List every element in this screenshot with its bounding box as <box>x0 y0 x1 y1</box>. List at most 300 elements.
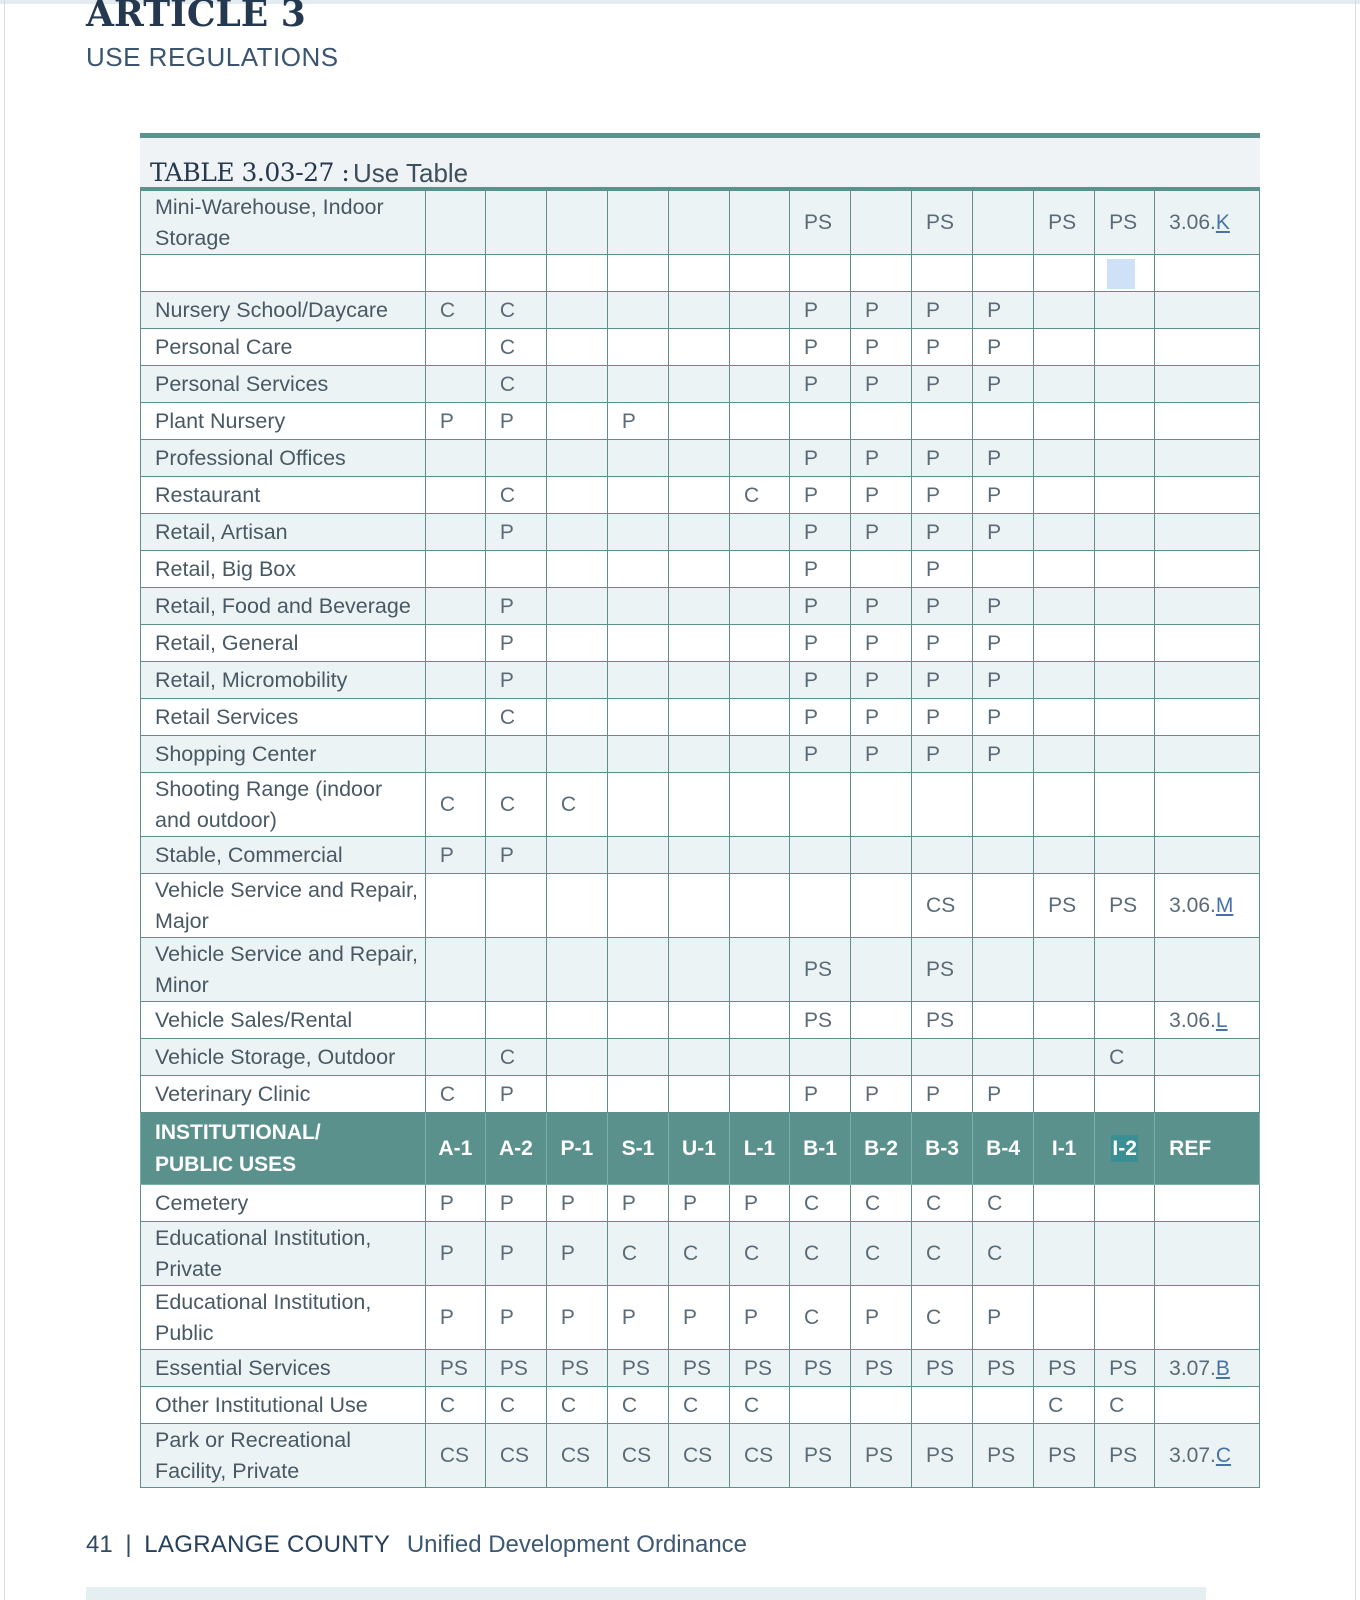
permission-cell <box>1034 477 1095 514</box>
reference-prefix: 3.07. <box>1169 1356 1216 1380</box>
permission-cell: P <box>973 514 1034 551</box>
use-label <box>141 1002 426 1039</box>
permission-cell <box>729 699 789 736</box>
permission-cell: C <box>485 329 546 366</box>
column-header-i-2 <box>1095 1113 1155 1185</box>
permission-cell: P <box>668 1286 729 1350</box>
permission-cell: C <box>789 1286 850 1350</box>
permission-cell <box>485 551 546 588</box>
permission-cell <box>973 1002 1034 1039</box>
permission-cell <box>607 551 668 588</box>
permission-cell <box>729 551 789 588</box>
permission-cell: C <box>425 773 485 837</box>
use-label-line: Shopping Center <box>155 741 317 766</box>
permission-cell <box>546 662 607 699</box>
permission-cell <box>546 938 607 1002</box>
permission-cell: C <box>668 1222 729 1286</box>
permission-cell <box>789 1387 850 1424</box>
permission-cell <box>607 292 668 329</box>
permission-cell: P <box>912 329 973 366</box>
table-row <box>141 837 1260 874</box>
permission-cell: CS <box>668 1424 729 1488</box>
permission-cell: PS <box>912 1002 973 1039</box>
permission-cell <box>607 773 668 837</box>
permission-cell: C <box>485 773 546 837</box>
page-right-edge <box>1355 0 1356 1600</box>
permission-cell <box>668 1002 729 1039</box>
permission-cell <box>607 1039 668 1076</box>
permission-cell: PS <box>789 1002 850 1039</box>
table-cell <box>485 255 546 292</box>
table-row <box>141 736 1260 773</box>
permission-cell <box>546 625 607 662</box>
reference-cell <box>1155 625 1260 662</box>
reference-link[interactable]: K <box>1215 211 1230 234</box>
permission-cell: P <box>607 1286 668 1350</box>
permission-cell <box>1095 403 1155 440</box>
permission-cell: C <box>912 1222 973 1286</box>
table-row <box>141 514 1260 551</box>
permission-cell <box>851 1002 912 1039</box>
permission-cell: P <box>973 366 1034 403</box>
table-row <box>141 625 1260 662</box>
use-label-line: Retail, Artisan <box>155 519 288 544</box>
permission-cell <box>729 366 789 403</box>
permission-cell: P <box>789 625 850 662</box>
use-label <box>141 625 426 662</box>
permission-cell <box>668 551 729 588</box>
permission-cell <box>789 1039 850 1076</box>
use-label <box>141 1387 426 1424</box>
permission-cell <box>425 329 485 366</box>
permission-cell: P <box>973 625 1034 662</box>
next-page-preview <box>86 1587 1206 1600</box>
use-label-line: Minor <box>155 972 209 997</box>
permission-cell <box>485 938 546 1002</box>
permission-cell: P <box>851 625 912 662</box>
permission-cell <box>607 736 668 773</box>
column-header-b-2: B-2 <box>851 1113 912 1185</box>
permission-cell <box>1034 1039 1095 1076</box>
permission-cell <box>1034 1002 1095 1039</box>
permission-cell <box>1034 625 1095 662</box>
permission-cell <box>729 1002 789 1039</box>
permission-cell: P <box>546 1185 607 1222</box>
permission-cell: CS <box>546 1424 607 1488</box>
permission-cell <box>1095 837 1155 874</box>
permission-cell: C <box>1095 1387 1155 1424</box>
column-header-b-3: B-3 <box>912 1113 973 1185</box>
permission-cell: C <box>1034 1387 1095 1424</box>
permission-cell: P <box>546 1286 607 1350</box>
permission-cell <box>1034 440 1095 477</box>
permission-cell: C <box>912 1185 973 1222</box>
reference-link[interactable]: L <box>1215 1008 1228 1032</box>
use-label-line: Other Institutional Use <box>155 1392 368 1417</box>
permission-cell <box>668 329 729 366</box>
use-label-line: Major <box>155 908 209 933</box>
permission-cell <box>729 874 789 938</box>
permission-cell: P <box>973 1076 1034 1113</box>
column-header-s-1: S-1 <box>607 1113 668 1185</box>
permission-cell <box>1095 699 1155 736</box>
permission-cell <box>729 191 789 255</box>
permission-cell <box>729 440 789 477</box>
permission-cell <box>668 191 729 255</box>
permission-cell: C <box>607 1387 668 1424</box>
use-label-line: Educational Institution, <box>155 1289 372 1314</box>
table-cell <box>668 255 729 292</box>
table-row <box>141 403 1260 440</box>
reference-cell <box>1155 1185 1260 1222</box>
permission-cell <box>668 874 729 938</box>
table-row <box>141 440 1260 477</box>
permission-cell <box>1095 514 1155 551</box>
permission-cell <box>607 699 668 736</box>
permission-cell: P <box>851 1076 912 1113</box>
table-row <box>141 1002 1260 1039</box>
permission-cell <box>1034 662 1095 699</box>
permission-cell: C <box>1095 1039 1155 1076</box>
permission-cell: C <box>973 1185 1034 1222</box>
permission-cell <box>851 1039 912 1076</box>
permission-cell <box>729 736 789 773</box>
permission-cell <box>912 773 973 837</box>
permission-cell <box>1034 366 1095 403</box>
table-row <box>141 292 1260 329</box>
use-label-line: Educational Institution, <box>155 1225 372 1250</box>
permission-cell <box>1034 773 1095 837</box>
permission-cell <box>668 292 729 329</box>
use-label-line: Shooting Range (indoor <box>155 776 383 801</box>
permission-cell <box>973 1039 1034 1076</box>
permission-cell: C <box>729 1222 789 1286</box>
permission-cell <box>1095 938 1155 1002</box>
use-label <box>141 292 426 329</box>
table-row <box>141 551 1260 588</box>
table-cell <box>546 255 607 292</box>
permission-cell: C <box>425 292 485 329</box>
permission-cell <box>1034 329 1095 366</box>
use-table <box>140 190 1260 1488</box>
permission-cell <box>1095 329 1155 366</box>
permission-cell: P <box>851 662 912 699</box>
table-row <box>141 1039 1260 1076</box>
permission-cell: C <box>485 699 546 736</box>
page-number: 41 <box>86 1531 113 1558</box>
footer-document-title: Unified Development Ordinance <box>406 1531 748 1558</box>
table-row <box>141 1387 1260 1424</box>
reference-link[interactable]: M <box>1215 894 1234 917</box>
permission-cell: P <box>425 1185 485 1222</box>
permission-cell <box>851 874 912 938</box>
permission-cell: C <box>546 1387 607 1424</box>
table-cell <box>1034 255 1095 292</box>
permission-cell: P <box>912 477 973 514</box>
permission-cell: C <box>485 1039 546 1076</box>
permission-cell: P <box>789 440 850 477</box>
permission-cell: P <box>789 699 850 736</box>
use-label <box>141 837 426 874</box>
permission-cell <box>851 403 912 440</box>
permission-cell: PS <box>789 1350 850 1387</box>
permission-cell <box>1034 514 1095 551</box>
use-label <box>141 477 426 514</box>
use-label-line: Professional Offices <box>155 445 346 470</box>
permission-cell <box>1034 292 1095 329</box>
table-cell <box>141 255 426 292</box>
permission-cell: P <box>425 403 485 440</box>
permission-cell: C <box>973 1222 1034 1286</box>
permission-cell: P <box>973 329 1034 366</box>
table-row <box>141 938 1260 1002</box>
permission-cell: P <box>912 551 973 588</box>
use-label <box>141 588 426 625</box>
permission-cell <box>425 366 485 403</box>
reference-cell <box>1155 191 1260 255</box>
permission-cell <box>973 837 1034 874</box>
permission-cell: P <box>485 1286 546 1350</box>
reference-cell <box>1155 1076 1260 1113</box>
permission-cell <box>607 625 668 662</box>
table-row <box>141 1222 1260 1286</box>
permission-cell: P <box>485 1185 546 1222</box>
permission-cell: PS <box>851 1350 912 1387</box>
permission-cell <box>1034 938 1095 1002</box>
permission-cell <box>851 1387 912 1424</box>
use-label <box>141 938 426 1002</box>
permission-cell <box>1034 588 1095 625</box>
permission-cell <box>729 1039 789 1076</box>
use-label <box>141 329 426 366</box>
permission-cell <box>607 662 668 699</box>
permission-cell <box>851 773 912 837</box>
permission-cell: PS <box>912 938 973 1002</box>
table-cell <box>1155 255 1260 292</box>
permission-cell <box>912 837 973 874</box>
permission-cell <box>607 874 668 938</box>
use-label <box>141 440 426 477</box>
permission-cell: CS <box>485 1424 546 1488</box>
permission-cell <box>1095 773 1155 837</box>
permission-cell <box>729 1076 789 1113</box>
reference-cell <box>1155 292 1260 329</box>
permission-cell <box>912 1387 973 1424</box>
permission-cell <box>546 191 607 255</box>
permission-cell: P <box>485 588 546 625</box>
permission-cell: CS <box>729 1424 789 1488</box>
permission-cell <box>546 440 607 477</box>
reference-cell <box>1155 662 1260 699</box>
table-row <box>141 366 1260 403</box>
permission-cell: C <box>425 1387 485 1424</box>
use-table-body <box>141 191 1260 1488</box>
permission-cell <box>668 1076 729 1113</box>
permission-cell <box>789 403 850 440</box>
permission-cell <box>729 329 789 366</box>
permission-cell: C <box>729 477 789 514</box>
use-label-line: Plant Nursery <box>155 408 286 433</box>
permission-cell: P <box>485 625 546 662</box>
permission-cell: C <box>485 292 546 329</box>
column-header-u-1: U-1 <box>668 1113 729 1185</box>
permission-cell <box>1034 837 1095 874</box>
selection-highlight <box>1107 259 1135 289</box>
reference-cell <box>1155 773 1260 837</box>
permission-cell <box>607 514 668 551</box>
reference-cell <box>1155 837 1260 874</box>
permission-cell: P <box>851 1286 912 1350</box>
use-label-line: Retail, Food and Beverage <box>155 593 411 618</box>
permission-cell <box>912 1039 973 1076</box>
permission-cell <box>1095 292 1155 329</box>
reference-cell <box>1155 699 1260 736</box>
use-label <box>141 736 426 773</box>
permission-cell: CS <box>425 1424 485 1488</box>
permission-cell <box>1034 551 1095 588</box>
permission-cell <box>546 874 607 938</box>
permission-cell <box>607 366 668 403</box>
permission-cell: P <box>912 1076 973 1113</box>
permission-cell <box>425 514 485 551</box>
permission-cell: PS <box>912 1424 973 1488</box>
permission-cell <box>1095 440 1155 477</box>
permission-cell: P <box>485 403 546 440</box>
reference-prefix: 3.06. <box>1169 211 1216 234</box>
use-label <box>141 699 426 736</box>
permission-cell <box>546 551 607 588</box>
permission-cell: P <box>851 292 912 329</box>
use-label-line: INSTITUTIONAL/ <box>155 1120 321 1144</box>
table-caption <box>140 138 1260 190</box>
permission-cell <box>729 514 789 551</box>
permission-cell: P <box>485 514 546 551</box>
use-label-line: Retail, Micromobility <box>155 667 348 692</box>
reference-cell <box>1155 1222 1260 1286</box>
permission-cell <box>1095 1185 1155 1222</box>
use-label <box>141 1076 426 1113</box>
permission-cell <box>425 551 485 588</box>
permission-cell: P <box>912 440 973 477</box>
permission-cell: P <box>851 329 912 366</box>
reference-link[interactable]: B <box>1215 1356 1230 1380</box>
use-label <box>141 1286 426 1350</box>
permission-cell <box>912 403 973 440</box>
permission-cell <box>668 1039 729 1076</box>
use-label-line: Personal Services <box>155 371 329 396</box>
use-label-line: Storage <box>155 225 231 250</box>
use-label-line: Essential Services <box>155 1355 331 1380</box>
permission-cell: P <box>973 440 1034 477</box>
permission-cell <box>1034 699 1095 736</box>
permission-cell: C <box>485 366 546 403</box>
table-row <box>141 1076 1260 1113</box>
permission-cell: P <box>729 1185 789 1222</box>
permission-cell <box>425 874 485 938</box>
permission-cell: P <box>973 1286 1034 1350</box>
permission-cell <box>607 477 668 514</box>
permission-cell <box>425 191 485 255</box>
permission-cell: PS <box>789 1424 850 1488</box>
permission-cell <box>729 588 789 625</box>
reference-cell <box>1155 736 1260 773</box>
permission-cell <box>1095 1076 1155 1113</box>
permission-cell: P <box>851 699 912 736</box>
permission-cell <box>546 699 607 736</box>
reference-cell <box>1155 874 1260 938</box>
permission-cell: C <box>729 1387 789 1424</box>
permission-cell <box>851 938 912 1002</box>
permission-cell: PS <box>789 938 850 1002</box>
permission-cell: PS <box>912 1350 973 1387</box>
article-subtitle: USE REGULATIONS <box>86 42 339 72</box>
permission-cell <box>668 837 729 874</box>
reference-cell <box>1155 477 1260 514</box>
permission-cell <box>546 514 607 551</box>
permission-cell: P <box>912 699 973 736</box>
permission-cell: P <box>851 477 912 514</box>
permission-cell: PS <box>973 1350 1034 1387</box>
table-row <box>141 1424 1260 1488</box>
permission-cell: P <box>789 662 850 699</box>
use-label-line: Vehicle Service and Repair, <box>155 941 418 966</box>
reference-prefix: 3.06. <box>1169 894 1216 917</box>
permission-cell <box>607 588 668 625</box>
use-label-line: Vehicle Service and Repair, <box>155 877 418 902</box>
use-label <box>141 551 426 588</box>
use-label-line: Private <box>155 1256 222 1281</box>
permission-cell: C <box>912 1286 973 1350</box>
column-header-a-1: A-1 <box>425 1113 485 1185</box>
permission-cell <box>607 1002 668 1039</box>
reference-cell <box>1155 1424 1260 1488</box>
permission-cell: P <box>912 625 973 662</box>
permission-cell <box>425 699 485 736</box>
use-label-line: Restaurant <box>155 482 261 507</box>
reference-cell <box>1155 514 1260 551</box>
table-row <box>141 477 1260 514</box>
permission-cell: PS <box>851 1424 912 1488</box>
permission-cell: P <box>912 292 973 329</box>
permission-cell: P <box>789 736 850 773</box>
table-row <box>141 255 1260 292</box>
permission-cell: P <box>789 514 850 551</box>
permission-cell: P <box>789 477 850 514</box>
permission-cell: CS <box>912 874 973 938</box>
permission-cell: P <box>607 1185 668 1222</box>
permission-cell: P <box>912 588 973 625</box>
permission-cell <box>668 403 729 440</box>
footer-county: LAGRANGE COUNTY <box>144 1531 391 1558</box>
permission-cell <box>1095 736 1155 773</box>
permission-cell <box>851 191 912 255</box>
permission-cell <box>973 1387 1034 1424</box>
permission-cell <box>485 440 546 477</box>
permission-cell: P <box>973 736 1034 773</box>
reference-link[interactable]: C <box>1215 1444 1232 1467</box>
permission-cell <box>607 329 668 366</box>
page-footer <box>86 1531 747 1559</box>
use-table-container <box>140 133 1260 1488</box>
permission-cell: PS <box>1095 1424 1155 1488</box>
table-row <box>141 329 1260 366</box>
table-row <box>141 1286 1260 1350</box>
permission-cell <box>1034 403 1095 440</box>
permission-cell <box>668 773 729 837</box>
table-row <box>141 1185 1260 1222</box>
use-label-line: Cemetery <box>155 1190 249 1215</box>
permission-cell: P <box>485 1222 546 1286</box>
